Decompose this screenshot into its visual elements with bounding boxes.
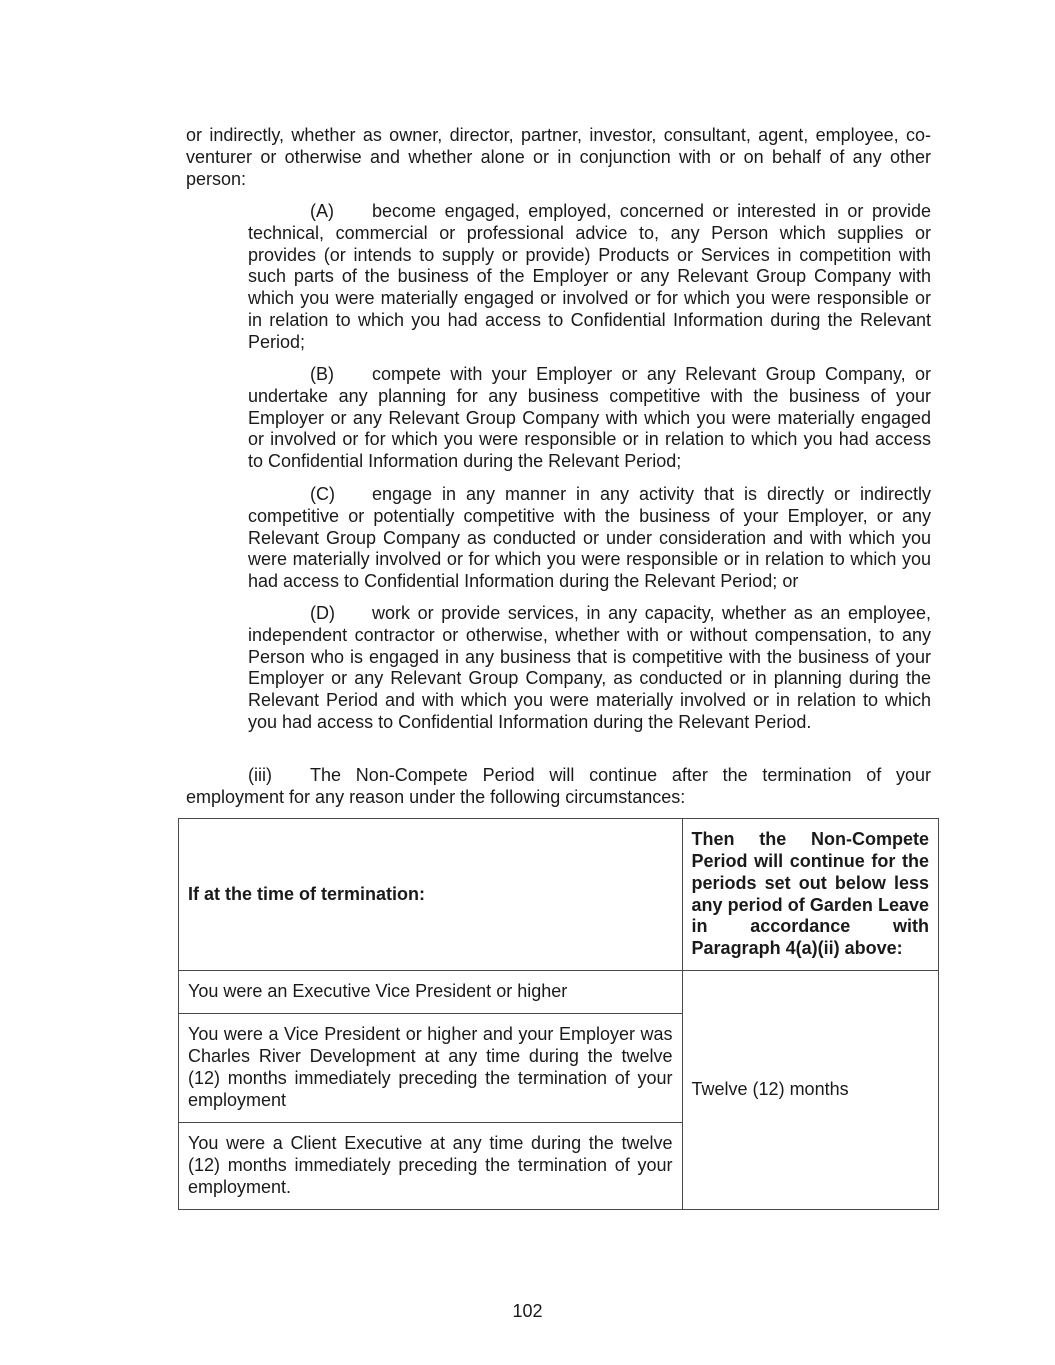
clause-text-a: become engaged, employed, concerned or interested in or provide technical, commercial or professional advice to, any Person which supplies or provides (or intends to supply or provide) Products or Services in competition with such parts of the business of the Employer or any Relevant Group Company with which you were materially engaged or involved or for which you were responsible or in relation to which you had access to Confidential Information during the Relevant Period; (248, 201, 931, 352)
table-row (179, 971, 939, 1014)
non-compete-table (178, 818, 939, 1210)
paragraph-iii-label: (iii) (248, 765, 272, 785)
clause-label-b: (B) (310, 364, 334, 384)
table-header-row (179, 819, 939, 971)
clause-text-d: work or provide services, in any capacity, whether as an employee, independent contractor or otherwise, whether with or without compensation, to any Person who is engaged in any business that is competitive with the business of your Employer or any Relevant Group Company, as conducted or in planning during the Relevant Period and with which you were materially involved or in relation to which you had access to Confidential Information during the Relevant Period. (248, 603, 931, 732)
paragraph-iii (186, 765, 931, 809)
table-cell-condition-3: You were a Client Executive at any time during the twelve (12) months immediately preceding the termination of your employment. (179, 1123, 683, 1210)
table-cell-condition-1: You were an Executive Vice President or higher (179, 971, 683, 1014)
clause-item-a (248, 201, 931, 354)
clause-item-b (248, 364, 931, 473)
clause-item-d (248, 603, 931, 734)
clause-text-c: engage in any manner in any activity that is directly or indirectly competitive or potentially competitive with the business of your Employer, or any Relevant Group Company as conducted or under consideration and with which you were materially involved or for which you were responsible or in relation to which you had access to Confidential Information during the Relevant Period; or (248, 484, 931, 592)
paragraph-iii-text: The Non-Compete Period will continue after the termination of your employment for any reason under the following circumstances: (186, 765, 931, 807)
page-number: 102 (512, 1301, 543, 1321)
table-header-right: Then the Non-Compete Period will continue for the periods set out below less any period of Garden Leave in accordance with Paragraph 4(a)(ii) above: (682, 819, 938, 971)
table-cell-condition-2: You were a Vice President or higher and your Employer was Charles River Development at any time during the twelve (12) months immediately preceding the termination of your employment (179, 1014, 683, 1123)
table-header-left: If at the time of termination: (179, 819, 683, 971)
clause-label-a: (A) (310, 201, 334, 221)
clause-label-d: (D) (310, 603, 335, 623)
table-cell-period: Twelve (12) months (682, 971, 938, 1210)
clause-item-c (248, 484, 931, 593)
clause-text-b: compete with your Employer or any Relevant Group Company, or undertake any planning for any business competitive with the business of your Employer or any Relevant Group Company with which you were materially engaged or involved or for which you were responsible or in relation to which you had access to Confidential Information during the Relevant Period; (248, 364, 931, 472)
intro-paragraph: or indirectly, whether as owner, director, partner, investor, consultant, agent, employee, co-venturer or otherwise and whether alone or in conjunction with or on behalf of any other person: (186, 125, 931, 189)
clause-label-c: (C) (310, 484, 335, 504)
